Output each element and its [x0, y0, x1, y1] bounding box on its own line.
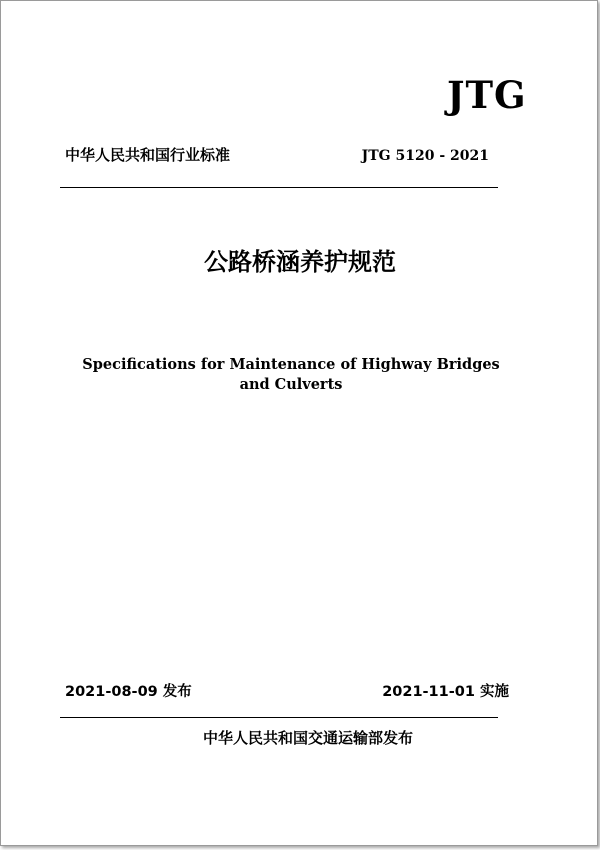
title-english: Specifications for Maintenance of Highway Bridges and Culverts	[82, 356, 500, 393]
jtg-logo: JTG	[447, 73, 527, 117]
bottom-divider	[60, 717, 498, 718]
standard-code: JTG 5120 - 2021	[361, 148, 489, 164]
standard-type: 中华人民共和国行业标准	[65, 146, 231, 164]
effective-date: 2021-11-01 实施	[382, 684, 509, 700]
issue-date: 2021-08-09 发布	[65, 684, 192, 700]
publisher: 中华人民共和国交通运输部发布	[202, 729, 413, 747]
title-chinese: 公路桥涵养护规范	[204, 248, 396, 276]
top-divider	[60, 187, 498, 188]
